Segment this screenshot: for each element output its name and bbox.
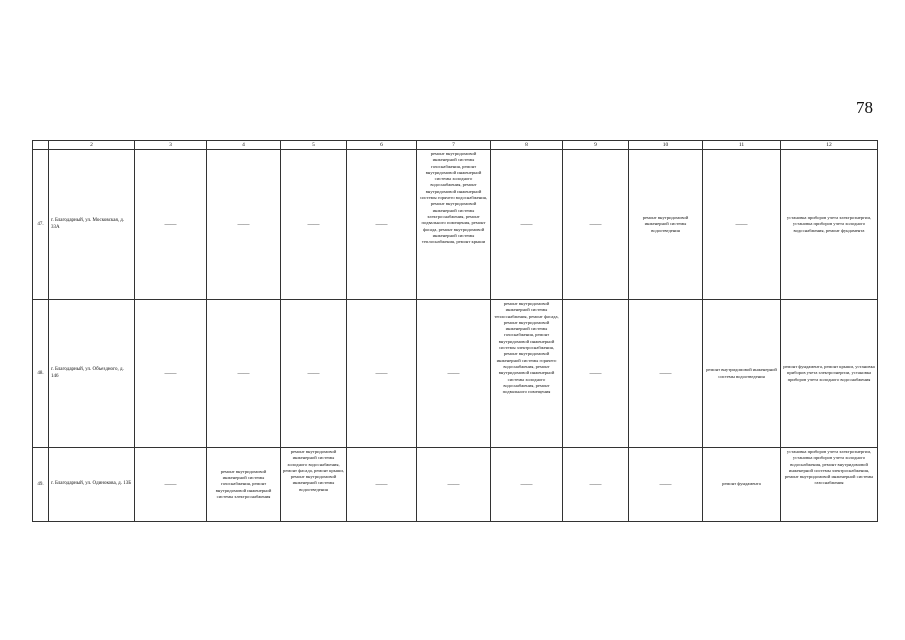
cell-col-10: —— bbox=[629, 300, 703, 448]
row-number: 48. bbox=[33, 300, 49, 448]
cell-col-12: ремонт фундамента, ремонт крыши, установка приборов учета электроэнергии, установка приборов учета холодного водоснабжения bbox=[781, 300, 878, 448]
cell-col-9: —— bbox=[563, 150, 629, 300]
table-row bbox=[33, 150, 878, 300]
cell-col-8: —— bbox=[491, 150, 563, 300]
repair-schedule-table bbox=[32, 140, 878, 522]
cell-col-7: —— bbox=[417, 448, 491, 522]
column-header-2: 2 bbox=[49, 141, 135, 150]
column-header-4: 4 bbox=[207, 141, 281, 150]
cell-col-8: ремонт внутридомовой инженерной системы теплоснабжения, ремонт фасада, ремонт внутридомовой инженерной системы газоснабжения, ремонт внутридомовой инженерной системы электроснабжения, ремонт внутридомовой инженерной системы горячего водоснабжения, ремонт внутридомовой инженерной системы холодного водоснабжения, ремонт подвального помещения bbox=[491, 300, 563, 448]
cell-col-4: ремонт внутридомовой инженерной системы газоснабжения, ремонт внутридомовой инженерной системы электроснабжения bbox=[207, 448, 281, 522]
cell-col-8: —— bbox=[491, 448, 563, 522]
cell-col-10: ремонт внутридомовой инженерной системы водоотведения bbox=[629, 150, 703, 300]
cell-col-12: установка приборов учета электроэнергии, установка приборов учета холодного водоснабжения, ремонт внутридомовой инженерной системы электроснабжения, ремонт внутридомовой инженерной системы газоснабжения bbox=[781, 448, 878, 522]
page-number: 78 bbox=[856, 98, 873, 117]
cell-col-11: —— bbox=[703, 150, 781, 300]
table-row bbox=[33, 300, 878, 448]
cell-col-4: —— bbox=[207, 150, 281, 300]
column-header-9: 9 bbox=[563, 141, 629, 150]
cell-col-5: —— bbox=[281, 300, 347, 448]
cell-col-6: —— bbox=[347, 300, 417, 448]
row-address: г. Благодарный, ул. Объездного, д. 146 bbox=[49, 300, 135, 448]
row-address: г. Благодарный, ул. Московская, д. 33А bbox=[49, 150, 135, 300]
cell-col-6: —— bbox=[347, 150, 417, 300]
table-row bbox=[33, 448, 878, 522]
cell-col-4: —— bbox=[207, 300, 281, 448]
column-header-7: 7 bbox=[417, 141, 491, 150]
row-address: г. Благодарный, ул. Одинокова, д. 13Б bbox=[49, 448, 135, 522]
cell-col-5: ремонт внутридомовой инженерной системы холодного водоснабжения, ремонт фасада, ремонт крыши, ремонт внутридомовой инженерной системы водоотведения bbox=[281, 448, 347, 522]
column-header-5: 5 bbox=[281, 141, 347, 150]
cell-col-6: —— bbox=[347, 448, 417, 522]
cell-col-3: —— bbox=[135, 300, 207, 448]
column-header-row bbox=[33, 141, 878, 150]
column-header-11: 11 bbox=[703, 141, 781, 150]
cell-col-9: —— bbox=[563, 448, 629, 522]
cell-col-3: —— bbox=[135, 448, 207, 522]
column-header-8: 8 bbox=[491, 141, 563, 150]
cell-col-11: ремонт внутридомовой инженерной системы водоотведения bbox=[703, 300, 781, 448]
cell-col-9: —— bbox=[563, 300, 629, 448]
cell-col-3: —— bbox=[135, 150, 207, 300]
cell-col-11: ремонт фундамента bbox=[703, 448, 781, 522]
cell-col-7: —— bbox=[417, 300, 491, 448]
column-header-1 bbox=[33, 141, 49, 150]
row-number: 49. bbox=[33, 448, 49, 522]
column-header-10: 10 bbox=[629, 141, 703, 150]
cell-col-12: установка приборов учета электроэнергии, установка приборов учета холодного водоснабжения, ремонт фундамента bbox=[781, 150, 878, 300]
column-header-12: 12 bbox=[781, 141, 878, 150]
column-header-3: 3 bbox=[135, 141, 207, 150]
cell-col-5: —— bbox=[281, 150, 347, 300]
column-header-6: 6 bbox=[347, 141, 417, 150]
cell-col-7: ремонт внутридомовой инженерной системы газоснабжения, ремонт внутридомовой инженерной системы холодного водоснабжения, ремонт внутридомовой инженерной системы горячего водоснабжения, ремонт внутридомовой инженерной системы электроснабжения, ремонт подвального помещения, ремонт фасада, ремонт внутридомовой инженерной системы теплоснабжения, ремонт крыши bbox=[417, 150, 491, 300]
cell-col-10: —— bbox=[629, 448, 703, 522]
row-number: 47. bbox=[33, 150, 49, 300]
